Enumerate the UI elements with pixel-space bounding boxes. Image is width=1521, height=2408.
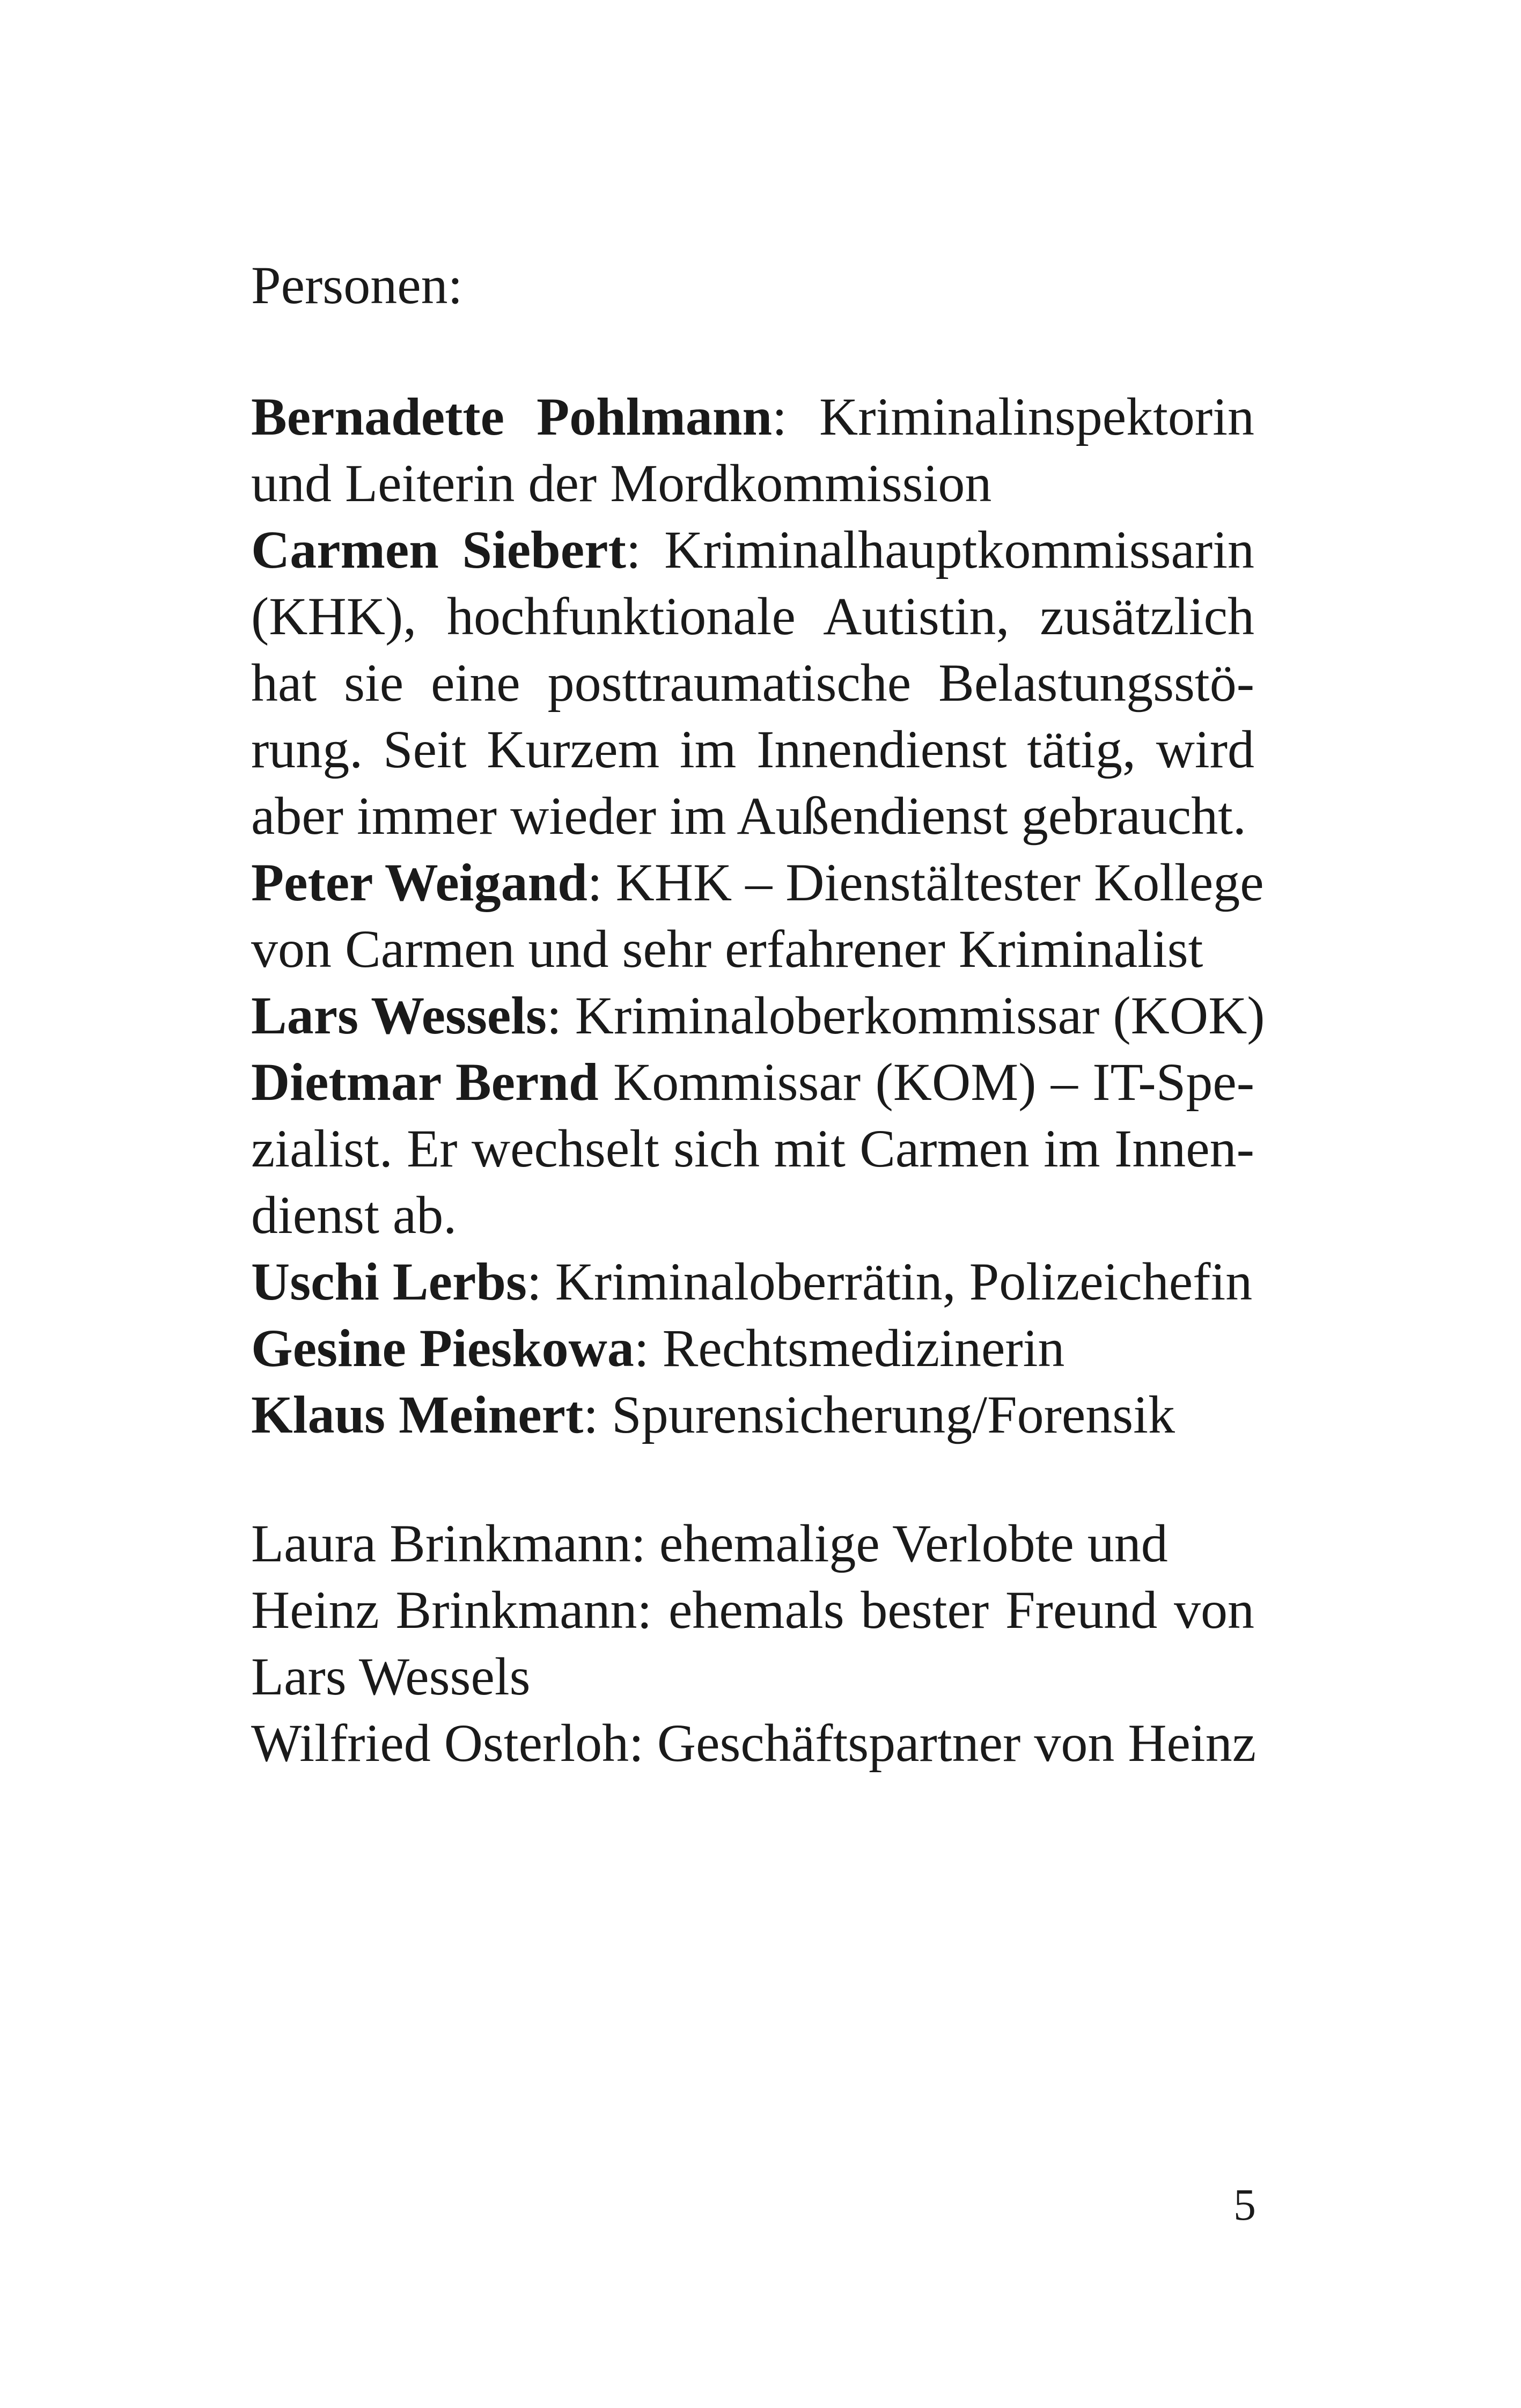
character-description-line: zialist. Er wechselt sich mit Carmen im Innen- — [251, 1119, 1254, 1178]
character-description-line: : Kriminaloberkommissar (KOK) — [546, 986, 1265, 1045]
character-entry — [251, 517, 1254, 849]
persons-heading: Personen: — [251, 255, 463, 315]
character-entry — [251, 1249, 1254, 1315]
character-description-line: : Spurensicherung/Forensik — [583, 1385, 1175, 1444]
character-description-line: : Kriminalinspektorin — [772, 387, 1254, 446]
character-first-line — [251, 384, 1254, 450]
character-first-line — [251, 1249, 1254, 1315]
character-description-line: dienst ab. — [251, 1185, 457, 1245]
character-name: Lars Wessels — [251, 986, 547, 1045]
character-description-line: : KHK – Dienstältester Kollege — [587, 853, 1264, 912]
character-first-line — [251, 849, 1264, 916]
character-description-line: : Rechtsmedizinerin — [634, 1318, 1065, 1378]
character-entry — [251, 384, 1254, 517]
secondary-line: Lars Wessels — [251, 1647, 531, 1706]
character-entry — [251, 1315, 1254, 1382]
character-name: Gesine Pieskowa — [251, 1318, 634, 1378]
character-name: Carmen Siebert — [251, 520, 626, 579]
character-first-line — [251, 1382, 1254, 1448]
character-entry — [251, 982, 1265, 1049]
character-first-line — [251, 1315, 1254, 1382]
character-description-line: rung. Seit Kurzem im Innendienst tätig, wird — [251, 720, 1254, 779]
character-description-line: aber immer wieder im Außendienst gebraucht. — [251, 786, 1246, 846]
character-description-line: Kommissar (KOM) – IT-Spe- — [598, 1052, 1255, 1112]
secondary-character-list — [251, 1510, 1257, 1776]
character-name: Uschi Lerbs — [251, 1252, 527, 1311]
persons-heading-block — [251, 252, 1254, 319]
character-description-line: von Carmen und sehr erfahrener Kriminalist — [251, 919, 1203, 979]
character-entry — [251, 849, 1264, 982]
character-first-line — [251, 982, 1265, 1049]
character-description-line: : Kriminalhauptkommissarin — [626, 520, 1255, 579]
secondary-line: Wilfried Osterloh: Geschäftspartner von Heinz — [251, 1713, 1257, 1773]
page-number: 5 — [1233, 2180, 1256, 2230]
character-name: Peter Weigand — [251, 853, 587, 912]
character-entry — [251, 1382, 1254, 1448]
character-first-line — [251, 1049, 1254, 1115]
character-description-line: : Kriminaloberrätin, Polizeichefin — [526, 1252, 1253, 1311]
character-first-line — [251, 517, 1254, 583]
character-description-line: (KHK), hochfunktionale Autistin, zusätzlich — [251, 586, 1254, 646]
character-name: Klaus Meinert — [251, 1385, 584, 1444]
character-entry — [251, 1049, 1254, 1249]
character-description-line: hat sie eine posttraumatische Belastungsstö- — [251, 653, 1254, 713]
character-name: Dietmar Bernd — [251, 1052, 599, 1112]
character-list — [251, 384, 1265, 1448]
secondary-line: Laura Brinkmann: ehemalige Verlobte und — [251, 1514, 1168, 1573]
character-name: Bernadette Pohlmann — [251, 387, 773, 446]
secondary-line: Heinz Brinkmann: ehemals bester Freund von — [251, 1580, 1254, 1640]
character-description-line: und Leiterin der Mordkommission — [251, 453, 992, 513]
